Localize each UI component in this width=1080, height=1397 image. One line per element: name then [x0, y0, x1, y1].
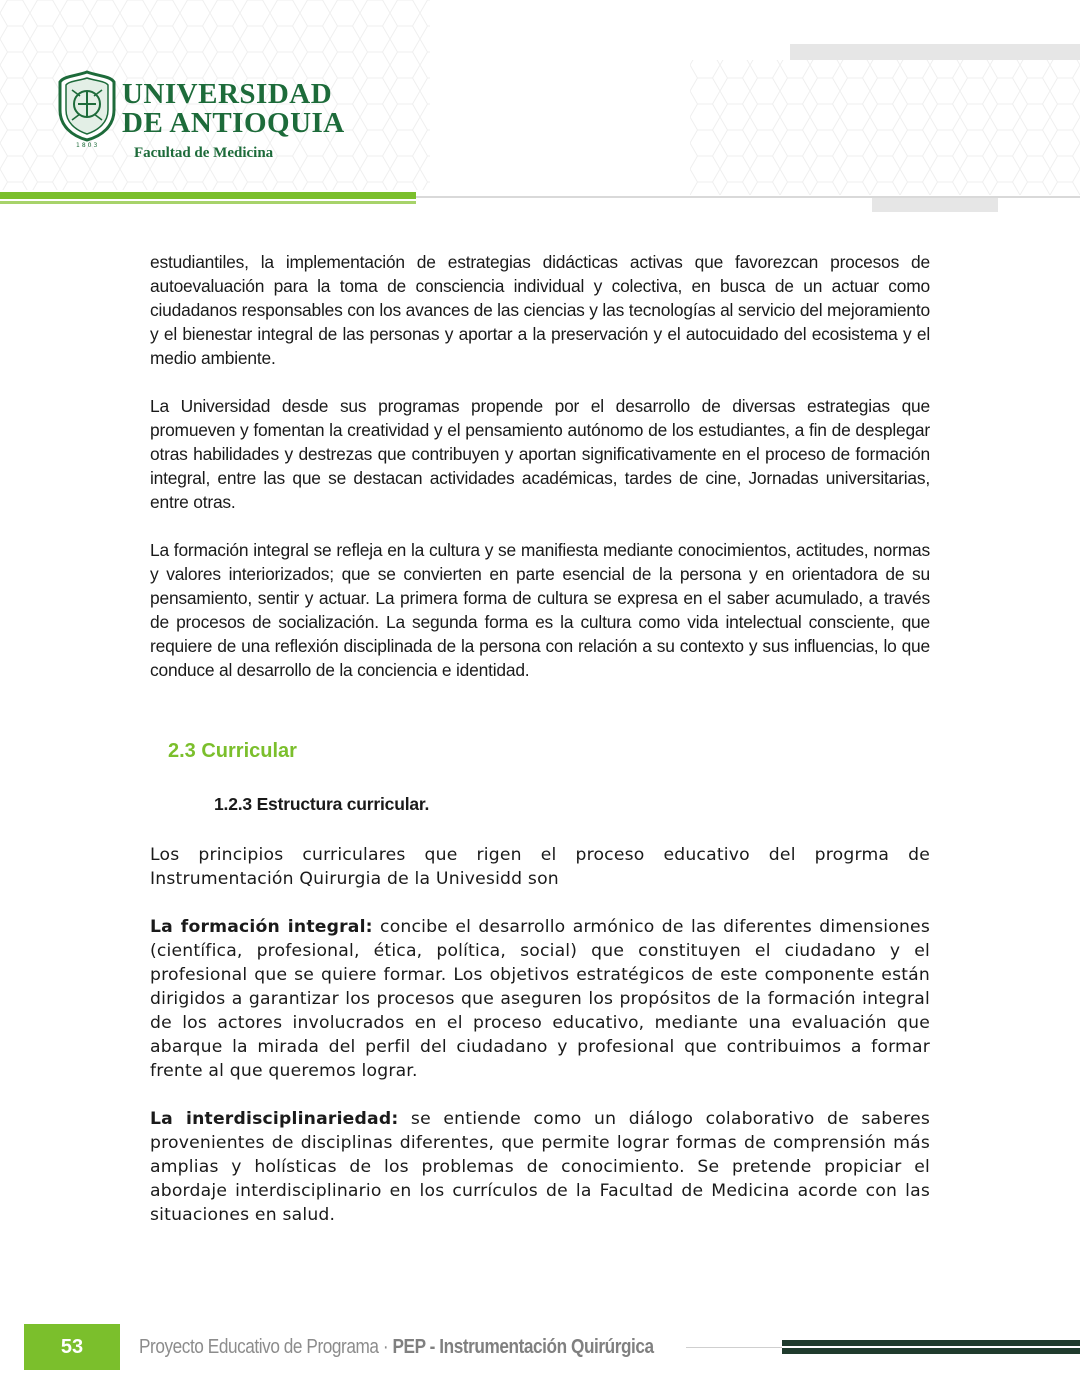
header-gray-band-bottom: [872, 198, 998, 212]
paragraph: La formación integral se refleja en la cultura y se manifiesta mediante conocimientos, actitudes, normas y valores interiorizados; que se convierten en parte esencial de la persona y en orientadora de su pensamiento, sentir y actuar. La primera forma de cultura se expresa en el saber acumulado, a través de procesos de socialización. La segunda forma es la cultura como vida intelectual consciente, que requiere de una reflexión disciplinada de la persona con relación a su contexto y sus influencias, lo que conduce al desarrollo de la conciencia e identidad.: [150, 540, 930, 680]
university-seal-icon: [58, 70, 116, 142]
principle-paragraph: [150, 915, 930, 1083]
page-number: 53: [24, 1324, 120, 1370]
principle-text: concibe el desarrollo armónico de las diferentes dimensiones (científica, profesional, ética, política, social) que constituyen el ciudadano y el profesional que se quiere formar. Los objetivos estratégicos de este componente están dirigidos a garantizar los procesos que aseguren los propósitos de la formación integral de los actores involucrados en el proceso educativo, mediante una evaluación que abarque la mirada del perfil del ciudadano y profesional que contribuimos a formar frente al que queremos lograr.: [150, 917, 930, 1081]
intro-paragraph: Los principios curriculares que rigen el proceso educativo del progrma de Instrumentación Quirurgia de la Univesidd son: [150, 845, 930, 889]
university-name-line2: DE ANTIOQUIA: [122, 107, 345, 139]
footer-title: [139, 1336, 654, 1359]
header-green-bar: [0, 192, 416, 199]
subsection-heading: 1.2.3 Estructura curricular.: [214, 794, 430, 814]
header-green-bar-thin: [0, 201, 416, 204]
footer-title-prefix: Proyecto Educativo de Programa ·: [139, 1336, 393, 1358]
section-heading: 2.3 Curricular: [168, 740, 297, 762]
university-name-line1: UNIVERSIDAD: [122, 78, 333, 110]
body-upper: [150, 250, 930, 706]
logo-year: 1803: [76, 142, 100, 149]
paragraph: estudiantiles, la implementación de estrategias didácticas activas que favorezcan procesos de autoevaluación para la toma de consciencia individual y colectiva, en busca de un actuar como ciudadanos responsables con los avances de las ciencias y las tecnologías al servicio del mejoramiento y el bienestar integral de las personas y aportar a la preservación y el autocuidado del ecosistema y el medio ambiente.: [150, 252, 931, 368]
footer-title-bold: PEP - Instrumentación Quirúrgica: [392, 1336, 654, 1358]
paragraph: La Universidad desde sus programas propende por el desarrollo de diversas estrategias que promueven y fomentan la creatividad y el pensamiento autónomo de los estudiantes, a fin de desplegar otras habilidades y destrezas que contribuyen y aportan significativamente en el proceso de formación integral, entre las que se destacan actividades académicas, tardes de cine, Jornadas universitarias, entre otras.: [150, 396, 930, 512]
body-lower: [150, 843, 930, 1251]
principle-term: La interdisciplinariedad:: [150, 1109, 399, 1129]
footer-rule: [686, 1347, 782, 1348]
header-gray-band-top: [790, 44, 1080, 60]
faculty-name: Facultad de Medicina: [134, 145, 274, 161]
principle-term: La formación integral:: [150, 917, 373, 937]
principle-text: se entiende como un diálogo colaborativo de saberes provenientes de disciplinas diferentes, que permite lograr formas de comprensión más amplias y holísticas de los problemas de conocimiento. Se pretende propiciar el abordaje interdisciplinario en los currículos de la Facultad de Medicina acorde con las situaciones en salud.: [150, 1109, 930, 1225]
principle-paragraph: [150, 1107, 930, 1227]
footer-dark-bar: [782, 1340, 1080, 1346]
footer-dark-bar: [782, 1348, 1080, 1354]
